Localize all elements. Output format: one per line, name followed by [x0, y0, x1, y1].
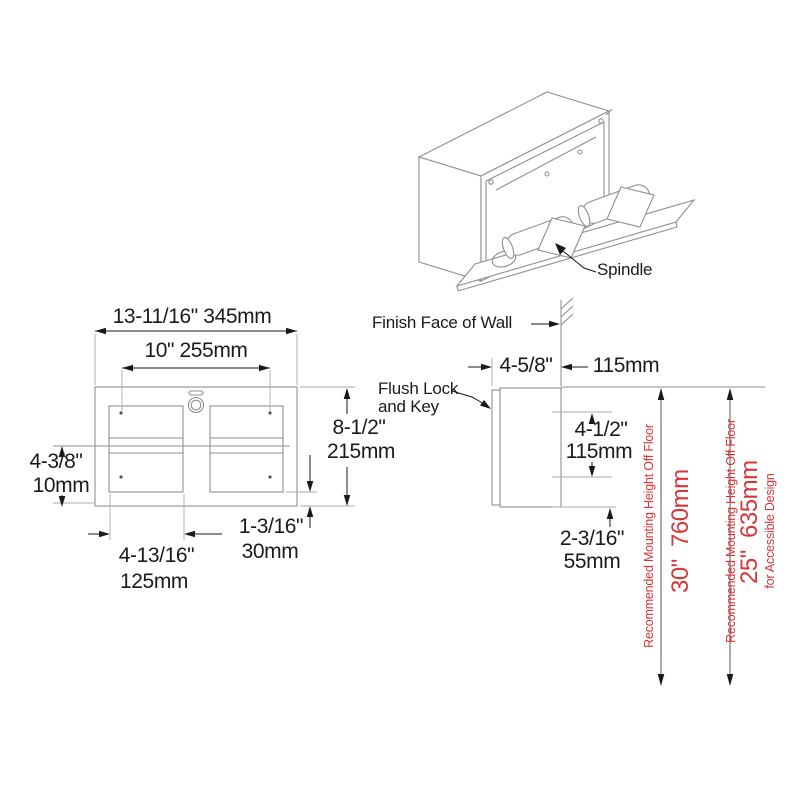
front-panel-in-dim: 4-13/16"	[118, 544, 195, 567]
lock-slot	[189, 391, 203, 395]
accessible-mounting-note-line2: for Accessible Design	[763, 473, 777, 589]
front-hole-spacing-dim: 10" 255mm	[144, 339, 248, 362]
front-height-mm-dim: 215mm	[326, 440, 396, 463]
side-mid-in-dim: 4-1/2"	[574, 418, 628, 441]
front-panel-mm-dim: 125mm	[119, 570, 189, 593]
side-cabinet-body	[500, 388, 561, 507]
accessible-mounting-value: 25" 635mm	[736, 460, 763, 584]
front-right-panel	[210, 406, 283, 492]
side-bottom-in-dim: 2-3/16"	[559, 527, 625, 550]
side-front-flange	[492, 390, 500, 505]
finish-face-of-wall-label: Finish Face of Wall	[372, 313, 513, 332]
accessible-mounting-note-line1: Recommended Mounting Height Off Floor	[724, 419, 738, 643]
front-height-in-dim: 8-1/2"	[332, 416, 386, 439]
flush-lock-label-line1: Flush Lock	[378, 379, 459, 398]
side-depth-mm-dim: 115mm	[592, 354, 660, 377]
iso-left-face	[419, 157, 481, 281]
mounting-hole	[119, 411, 122, 414]
front-overall-width-dim: 13-11/16" 345mm	[112, 305, 272, 328]
standard-mounting-value: 30" 760mm	[667, 469, 694, 593]
front-gap-mm-dim: 30mm	[241, 540, 299, 563]
standard-mounting-note: Recommended Mounting Height Off Floor	[642, 424, 656, 648]
mounting-hole	[268, 411, 271, 414]
side-depth-in-dim: 4-5/8"	[499, 354, 553, 377]
side-mid-mm-dim: 115mm	[565, 440, 633, 463]
side-bottom-mm-dim: 55mm	[563, 550, 621, 573]
front-left-in-dim: 4-3/8"	[29, 450, 83, 473]
mounting-hole	[268, 475, 271, 478]
iso-view-drawing	[419, 92, 694, 291]
spindle-label: Spindle	[597, 260, 653, 279]
front-left-mm-dim: 10mm	[32, 474, 90, 497]
flush-lock-label-line2: and Key	[378, 397, 439, 416]
front-left-panel	[109, 406, 183, 492]
lock-cylinder-inner	[191, 400, 201, 410]
mounting-hole	[119, 475, 122, 478]
front-gap-in-dim: 1-3/16"	[238, 515, 304, 538]
